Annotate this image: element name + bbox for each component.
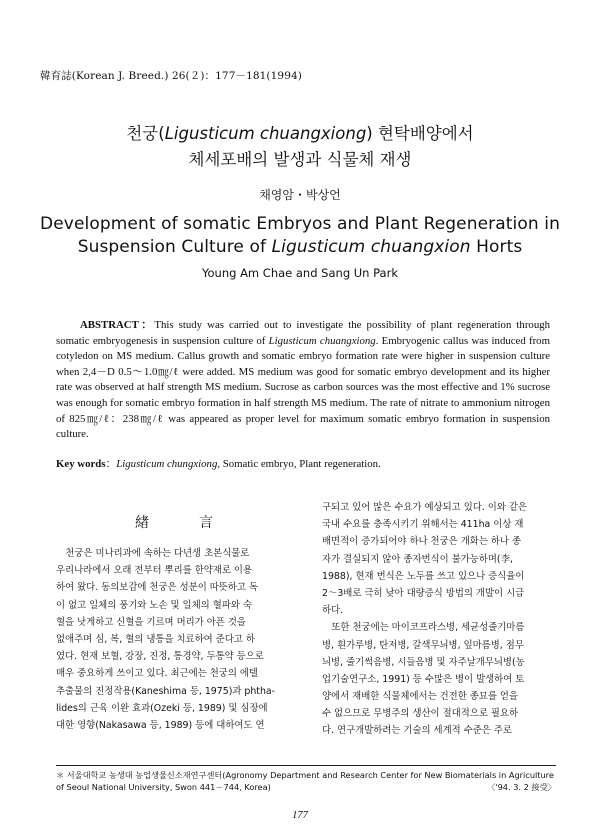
left-column-line: 이 없고 일체의 풍기와 노손 및 일체의 혈파와 숙	[56, 599, 252, 611]
left-column-line: 매우 중요하게 쓰이고 있다. 최근에는 천궁의 에텔	[56, 668, 258, 680]
abstract-text-part1: This study was carried out to investigate the possibility of plant regeneration through somatic embryogenesis in suspension culture of	[56, 319, 551, 347]
left-column-line: 였다. 현재 보혈, 강장, 진정, 통경약, 두통약 등으로	[56, 651, 264, 663]
korean-title-prefix: 천궁(	[126, 124, 165, 143]
right-column-line: 다. 연구개발하려는 기술의 세계적 수준은 주로	[322, 725, 512, 737]
korean-title-suffix: ) 현탁배양에서	[366, 124, 474, 143]
footnote-divider	[56, 765, 556, 766]
left-column-line: 대한 영향(Nakasawa 등, 1989) 등에 대하여도 연	[56, 719, 265, 731]
left-column-line: 우리나라에서 오래 전부터 뿌리를 한약재로 이용	[56, 565, 253, 577]
left-column-line: 추출물의 진정작용(Kaneshima 등, 1975)과 phtha-	[56, 685, 276, 697]
right-column-line: 또한 천궁에는 마이코프라스병, 세균성줄기마름	[322, 622, 525, 634]
footnote-affiliation-line2: of Seoul National University, Swon 441－744, Korea)	[56, 781, 271, 792]
abstract-label: ABSTRACT	[80, 319, 139, 331]
right-column-line: 늬병, 줄기썩음병, 시들음병 및 자주날개무늬병(농	[322, 656, 525, 668]
korean-authors: 채영암・박상언	[259, 188, 341, 202]
korean-title-line2: 체세포배의 발생과 식물체 재생	[188, 150, 412, 169]
keywords-separator: ：	[105, 458, 117, 470]
left-column-line: lides의 근육 이완 효과(Ozeki 등, 1989) 및 심장에	[56, 702, 268, 714]
korean-title-line1	[0, 120, 600, 144]
left-column-text	[56, 545, 296, 734]
right-column-line: 국내 수요를 충족시키기 위해서는 411ha 이상 재	[322, 519, 524, 531]
footnote-affiliation-line1: ＊ 서울대학교 농생대 농업생물신소재연구센터(Agronomy Department and Research Center for New Biomaterials in Agriculture	[56, 770, 554, 780]
english-authors: Young Am Chae and Sang Un Park	[202, 266, 398, 280]
left-column-line: 하여 왔다. 동의보감에 천궁은 성분이 따뜻하고 독	[56, 582, 258, 594]
right-column-line: 구되고 있어 많은 수요가 예상되고 있다. 이와 같은	[322, 502, 527, 513]
english-title-line1: Development of somatic Embryos and Plant Regeneration in	[40, 214, 560, 234]
abstract-species: Ligusticum chuangxiong	[268, 334, 376, 347]
left-column-line: 없애주며 심, 복, 혈의 냉통을 치료하여 준다고 하	[56, 633, 255, 645]
right-column-line: 양에서 재배한 식물체에서는 건전한 종묘를 얻을	[322, 691, 519, 703]
english-title-line2	[0, 237, 600, 257]
korean-title-species: Ligusticum chuangxiong	[164, 124, 367, 143]
left-column-line: 혈을 낫게하고 신혈을 기르며 머리가 아픈 것을	[56, 616, 246, 628]
abstract-separator: ：	[138, 319, 155, 331]
right-column-line: 자가 결실되지 않아 종자번식이 불가능하며(李,	[322, 553, 513, 565]
right-column-line: 병, 흰가루병, 탄저병, 갈색무늬병, 잎마름병, 점무	[322, 639, 524, 651]
abstract-text-part2: . Embryogenic callus was induced from cotyledon on MS medium. Callus growth and somatic embryo formation rate were higher in suspension culture when 2,4－D 0.5～1.0㎎/ℓ were added. MS medium was good for somatic embryo development and its higher rate was observed at half strength MS medium. Sucrose as carbon sources was the most effective and 1% sucrose was enough for somatic embryo formation in half strength MS medium. The rate of nitrate to ammonium nitrogen of 825㎎/ℓ：238㎎/ℓ was appeared as proper level for maximum somatic embryo formation in suspension culture.	[56, 334, 550, 441]
right-column-text	[322, 499, 554, 740]
keywords	[56, 456, 550, 471]
right-column-line: 하다.	[322, 605, 344, 617]
right-column-line: 수 없으므로 무병주의 생산이 절대적으로 필요하	[322, 708, 519, 720]
english-title-species: Ligusticum chuangxion	[271, 237, 471, 257]
right-column-line: 1988), 현재 번식은 노두를 쓰고 있으나 증식율이	[322, 570, 525, 582]
keywords-label: Key words	[56, 458, 106, 470]
right-column-line: 2～3배로 극히 낮아 대량증식 방법의 개발이 시급	[322, 587, 525, 599]
right-column-line: 배면적이 증가되어야 하나 천궁은 개화는 하나 종	[322, 536, 522, 548]
keywords-species: Ligusticum chungxiong	[116, 458, 218, 470]
keywords-rest: , Somatic embryo, Plant regeneration.	[217, 458, 381, 470]
abstract	[56, 318, 550, 443]
right-column-line: 업기술연구소, 1991) 등 수많은 병이 발생하여 토	[322, 673, 525, 685]
footnote	[56, 770, 556, 793]
journal-citation: 韓育誌(Korean J. Breed.) 26(２)：177－181(1994)	[40, 70, 302, 82]
english-title-suffix: Horts	[470, 237, 523, 257]
received-date: 〈'94. 3. 2 接受〉	[487, 781, 556, 792]
section-title-introduction: 緖言	[135, 515, 263, 531]
english-title-prefix: Suspension Culture of	[77, 237, 272, 257]
left-column-line: 천궁은 미나리과에 속하는 다년생 초본식물로	[56, 548, 250, 559]
page-number: 177	[292, 810, 308, 821]
